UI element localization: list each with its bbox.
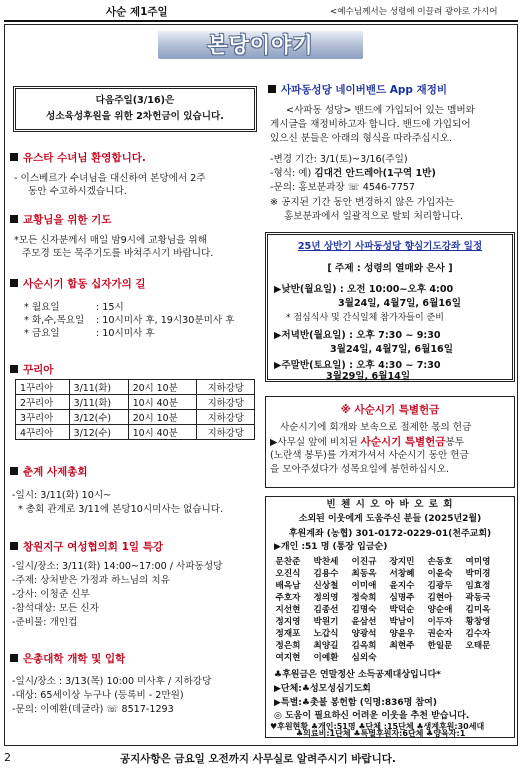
evening-class-dates: 3월24일, 4월7일, 6월16일 — [330, 344, 453, 355]
band-contact: -문의: 홍보분과장 ☏ 4546-7757 — [270, 182, 416, 193]
assembly-date: -일시: 3/11(화) 10시~ — [12, 490, 112, 501]
assembly-note: * 총회 관계로 3/11에 본당10시미사는 없습니다. — [18, 504, 224, 515]
group-donors: ▶단체:♣성모성심기도회 — [274, 684, 371, 694]
prayer-theme: [ 주제 : 성령의 열매와 은사 ] — [327, 263, 453, 274]
square-bullet-icon — [10, 365, 18, 373]
cross-day: * 금요일 — [24, 328, 60, 339]
list-item: 정은희 최양길 김옥희 최현주 한일문 오태문 — [275, 641, 491, 651]
day-class-dates: 3월24일, 4월7일, 6월16일 — [338, 298, 461, 309]
band-text: 게시글을 재정비하고자 합니다. 밴드에 가입되어 — [270, 119, 471, 130]
band-format: -형식: 예) 김대건 안드레아(1구역 1반) — [270, 168, 436, 179]
list-item: 정재포 노갑식 양광석 양윤우 권순자 김수자 — [275, 629, 491, 639]
announcement-line-1: 다음주일(3/16)은 — [95, 95, 175, 106]
square-bullet-icon — [268, 85, 276, 93]
banner-title: 본당이야기 — [207, 33, 314, 57]
list-item: 오진식 김용수 최동옥 서창혜 이윤숙 박미경 — [275, 569, 491, 579]
cross-day: * 월요일 — [24, 302, 60, 313]
way-of-cross-title: 사순시기 합동 십자가의 길 — [10, 276, 146, 291]
cross-time: : 15시 — [96, 302, 124, 313]
sister-text-1: - 이스베르가 수녀님을 대신하여 본당에서 2주 — [14, 173, 206, 184]
table-row: 2꾸리아 3/11(화) 10시 40분 지하강당 — [16, 395, 255, 410]
cross-time: : 10시미사 후 — [96, 328, 155, 339]
support-stats: ♣의료비:1단체 ♣특별후원자:6단체 ♣양육자:1 — [296, 729, 466, 738]
vincent-account: 후원계좌 (농협) 301-0172-0229-01(천주교회) — [288, 529, 492, 539]
square-bullet-icon — [10, 542, 18, 550]
header-divider — [4, 20, 518, 22]
help-request: ◎ 도움이 필요하신 어려운 이웃을 추천 받습니다. — [274, 711, 470, 721]
curia-table — [15, 379, 255, 440]
announcement-box — [13, 86, 257, 132]
weekend-class-dates: 3월29일, 6월14일 — [326, 371, 411, 382]
cross-day: * 화,수,목요일 — [24, 315, 85, 326]
square-bullet-icon — [10, 153, 18, 161]
lecture-info: -준비물: 개인컵 — [12, 617, 78, 628]
table-row: 4꾸리아 3/12(수) 10시 40분 지하강당 — [16, 425, 255, 440]
lecture-info: -강사: 이청준 신부 — [12, 589, 90, 600]
lecture-info: -참석대상: 모든 신자 — [12, 603, 99, 614]
page-header — [0, 0, 522, 22]
women-lecture-title: 창원지구 여성협의회 1일 특강 — [10, 539, 163, 554]
centering-prayer-box — [265, 232, 515, 382]
table-row: 3꾸리아 3/12(수) 20시 10분 지하강당 — [16, 410, 255, 425]
lent-offering-title: ※ 사순시기 특별헌금 — [340, 404, 440, 416]
square-bullet-icon — [10, 654, 18, 662]
naver-band-title: 사파동성당 네이버밴드 App 재정비 — [268, 82, 447, 97]
day-class-note: * 점심식사 및 간식일체 참가자들이 준비 — [286, 313, 444, 323]
cross-time: : 10시미사 후, 19시30분미사 후 — [96, 315, 235, 326]
lent-text: ▶사무실 앞에 비치된 사순시기 특별헌금봉투 — [270, 436, 465, 448]
band-note: ※ 공지된 기간 동안 변경하지 않은 가입자는 — [270, 197, 454, 208]
sister-welcome-title: 유스타 수녀님 환영합니다. — [10, 150, 146, 165]
list-item: 주호자 정의영 정숙희 심명주 김현아 곽동국 — [275, 593, 491, 603]
grace-college-title: 은총대학 개학 및 입학 — [10, 651, 125, 666]
prayer-schedule-title: 25년 상반기 사파동성당 향심기도강좌 일정 — [297, 241, 483, 252]
list-item: 배옥남 신상철 이미애 윤지수 김광두 임효정 — [275, 581, 491, 591]
donor-names — [272, 555, 508, 663]
lent-text: (노란색 봉투)를 가져가셔서 사순시기 동안 헌금 — [270, 450, 469, 461]
header-gospel-quote: <예수님께서는 성령에 이끌려 광야로 가시어 — [330, 7, 498, 17]
pope-text-2: 주모경 또는 묵주기도를 바쳐주시기 바랍니다. — [22, 248, 214, 259]
tax-deduction-note: ♣후원금은 연말정산 소득공제대상입니다* — [274, 670, 441, 680]
lecture-info: -일시/장소: 3/11(화) 14:00~17:00 / 사파동성당 — [12, 561, 223, 572]
band-period: -변경 기간: 3/1(토)~3/16(주일) — [270, 154, 408, 165]
band-text: 있으신 분들은 아래의 형식을 따라주십시오. — [270, 133, 453, 144]
support-stats: ♥후원현황 ♣개인:51명 ♣단체 :15단체 ♣생계후원:30세대 — [270, 722, 485, 731]
list-item: 정지영 박원기 윤삼선 박남이 이두자 황창영 — [275, 617, 491, 627]
lecture-info: -주제: 상처받은 가정과 하느님의 치유 — [12, 575, 170, 586]
band-text: <사파동 성당> 밴드에 가입되어 있는 멤버와 — [286, 105, 475, 116]
band-note: 홍보분과에서 일괄적으로 탈퇴 처리합니다. — [284, 211, 464, 222]
sister-text-2: 동안 수고하시겠습니다. — [28, 186, 127, 197]
list-item: 여지현 이예환 심외숙 — [275, 653, 377, 663]
list-item: 문찬준 박찬세 이진규 장지민 손동호 여미영 — [275, 557, 491, 567]
vincent-title: 빈 첸 시 오 아 바 오 로 회 — [326, 499, 454, 510]
college-info: -일시/장소 : 3/13(목) 10:00 미사후 / 지하강당 — [12, 676, 212, 687]
vincent-individual: ▶개인 :51 명 (통장 입금순) — [274, 542, 388, 552]
lent-text: 을 모아주셨다가 성목요일에 봉헌하십시오. — [270, 464, 450, 475]
square-bullet-icon — [10, 279, 18, 287]
college-info: -대상: 65세이상 누구나 (등록비 - 2만원) — [12, 690, 184, 701]
lent-offering-box — [265, 396, 515, 488]
page-number: 2 — [4, 751, 11, 764]
list-item: 지선현 김종선 김명숙 박덕순 양순애 김미옥 — [275, 605, 491, 615]
lent-text: 사순시기에 회개와 보속으로 절제한 몫의 헌금 — [280, 422, 472, 433]
section-banner — [158, 31, 363, 59]
footer-note: 공지사항은 금요일 오전까지 사무실로 알려주시기 바랍니다. — [120, 753, 396, 765]
vincent-subtitle: 소외된 이웃에게 도움주신 분들 (2025년2월) — [298, 514, 482, 524]
vincent-society-box — [265, 496, 515, 738]
pope-prayer-title: 교황님을 위한 기도 — [10, 212, 111, 227]
special-donors: ▶특별:♣촛불 봉헌함 (익명:836명 참여) — [274, 698, 437, 708]
page-footer — [0, 748, 522, 768]
liturgical-week: 사순 제1주일 — [106, 6, 168, 18]
evening-class: ▶저녁반(월요일) : 오후 7:30 ~ 9:30 — [274, 330, 441, 341]
pope-text-1: *모든 신자분께서 매일 밤9시에 교황님을 위해 — [14, 235, 207, 246]
square-bullet-icon — [10, 215, 18, 223]
curia-title: 꾸리아 — [10, 362, 53, 377]
table-row: 1꾸리아 3/11(화) 20시 10분 지하강당 — [16, 380, 255, 395]
announcement-line-2: 성소육성후원을 위한 2차헌금이 있습니다. — [46, 111, 224, 122]
day-class: ▶낮반(월요일) : 오전 10:00~오후 4:00 — [274, 284, 454, 295]
square-bullet-icon — [10, 467, 18, 475]
weekend-class: ▶주말반(토요일) : 오후 4:30 ~ 7:30 — [274, 360, 441, 371]
priest-assembly-title: 춘계 사제총회 — [10, 464, 88, 479]
college-info: -문의: 이예환(데글라) ☏ 8517-1293 — [12, 704, 174, 715]
